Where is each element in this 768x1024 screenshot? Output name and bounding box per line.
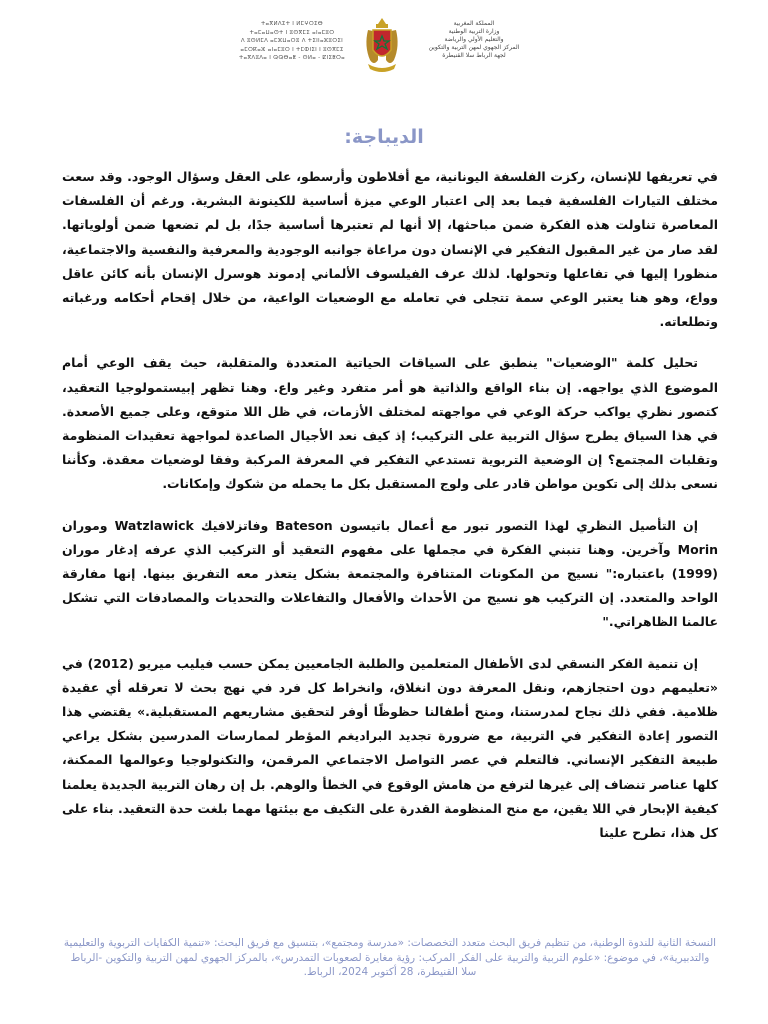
paragraph: في تعريفها للإنسان، ركزت الفلسفة اليونانية، مع أفلاطون وأرسطو، على العقل وسؤال الوجود. وقد سعت مختلف التيارات الفلسفية فيما بعد إلى اعتبار الوعي ميزة أساسية للكينونة البشرية. ورغم أن الفلسفات المعاصرة تناولت هذه الفكرة ضمن مباحثها، إلا أنها لم تعتبرها أساسية جدًا، بل لم تضعها ضمن أولوياتها. لقد صار من غير المقبول التفكير في الإنسان دون مراعاة جوانبه الوجودية والمعرفية والنفسية والاجتماعية، منظورا إليها في تفاعلها وتحولها. لذلك عرف الفيلسوف الألماني إدموند هوسرل الإنسان بأنه كائن عاقل وواع، وهو هنا يعتبر الوعي سمة تتجلى في تعامله مع الوضعيات الواعية، من خلال إقحام أحكامه ورغباته وتطلعاته.	[62, 169, 718, 330]
letterhead-arabic-line: المملكة المغربية	[453, 20, 495, 27]
page-footer: النسخة الثانية للندوة الوطنية، من تنظيم فريق البحث متعدد التخصصات: «مدرسة ومجتمع»، بتنسيق مع فريق البحث: «تنمية الكفايات التربوية والتعليمية والتدبيرية»، في موضوع: «علوم التربية والتربية على الفكر المركب: رؤية مغايرة لصعوبات التمدرس»، بالمركز الجهوي لمهن التربية والتكوين -الرباط سلا القنيطرة، 28 أكتوبر 2024، الرباط.	[63, 937, 717, 978]
letterhead-tifinagh-line: ⴰⵎⵔⴽⴰⵣ ⴰⵏⴰⵎⵓⵔ ⵏ ⵜⵎⵀⵏⵉⵏ ⵏ ⵓⵙⴳⵎⵉ	[240, 46, 344, 53]
letterhead-arabic-line: وزارة التربية الوطنية	[448, 28, 500, 35]
letterhead-tifinagh-line: ⵜⴰⴳⵍⴷⵉⵜ ⵏ ⵍⵎⵖⵔⵉⴱ	[261, 21, 323, 27]
letterhead-arabic	[418, 20, 530, 60]
letterhead	[230, 16, 530, 88]
paragraph: إن تنمية الفكر النسقي لدى الأطفال المتعلمين والطلبة الجامعيين يمكن حسب فيليب ميريو (2012) في «تعليمهم دون احتجازهم، ونقل المعرفة دون انغلاق، وانخراط كل فرد في نهج بحث لا تعرقله أي عقيدة ظلامية. ففي ذلك نجاح لمدرستنا، ومنح أطفالنا حظوظًا أوفر لتحقيق مشاريعهم المستقبلية.» يقتضي هذا التصور إعادة التفكير في التربية، مع ضرورة تجديد البراديغم المؤطر لممارسات المدرسين بشكل يراعي طبيعة التفكير الإنساني. فالتعلم في عصر التواصل الاجتماعي المرقمن، والتكنولوجيا وعوالمها الممكنة، كلها عناصر تنضاف إلى غيرها لترفع من هامش الوقوع في الخطأ والوهم. بل إن رهان التربية الجديدة يعلمنا كيفية الإبحار في اللا يقين، مع منح المنظومة القدرة على التكيف مع بيئتها مهما بلغت حدة التعقيد. بناء على كل هذا، تطرح علينا	[62, 655, 718, 841]
letterhead-tifinagh-line: ⴷ ⵓⵙⵍⵎⴷ ⴰⵎⵣⵡⴰⵔⵓ ⴷ ⵜⵉⵏⵏⴰⵣⵓⵔⵉⵏ	[240, 38, 344, 44]
document-body	[62, 165, 718, 862]
letterhead-tifinagh	[230, 20, 354, 63]
paragraph: إن التأصيل النظري لهذا التصور تبور مع أعمال باتيسون Bateson وفاتزلافيك Watzlawick وموران Morin وآخرين. وهنا تنبني الفكرة في مجملها على مفهوم التعقيد أو التركيب الذي عرفه إدغار موران (1999) باعتباره:" نسيج من المكونات المتنافرة والمجتمعة بشكل يتعذر معه التفريق بينها. إنها مفارقة الواحد والمتعدد. إن التركيب هو نسيج من الأحداث والأفعال والتفاعلات والتحديات والمصادفات التي تشكل عالمنا الظاهراتي."	[62, 517, 718, 630]
letterhead-tifinagh-line: ⵜⴰⴳⴷⵓⴷⴰ ⵏ ⵕⵕⴱⴰⵟ - ⵙⵍⴰ - ⵇⵏⵉⵟⵔⴰ	[238, 55, 346, 61]
section-title: الديباجة:	[344, 126, 424, 148]
letterhead-arabic-line: المركز الجهوي لمهن التربية والتكوين	[428, 44, 520, 51]
moroccan-coat-of-arms-icon	[360, 16, 404, 76]
paragraph: تحليل كلمة "الوضعيات" ينطبق على السياقات الحياتية المتعددة والمتقلبة، حيث يقف الوعي أمام الموضوع الذي يواجهه. إن بناء الواقع والذاتية هو أمر متفرد وغير واع. وهنا تظهر إبيستمولوجيا التعقيد، كتصور نظري يواكب حركة الوعي في مواجهته لمختلف الأزمات، في ظل اللا متوقع، وعلى جميع الأصعدة. في هذا السياق يطرح سؤال التربية على التركيب؛ إذ كيف نعد الأجيال الصاعدة لمواجهة تعقيدات المنظومة وتقلبات المجتمع؟ إن الوضعية التربوية تستدعي التفكير في المعرفة المركبة وفقا لوضعيات معقدة. وكأننا نسعى بذلك إلى تكوين مواطن قادر على ولوج المستقبل بكل ما يحمله من شكوك وإمكانات.	[62, 355, 718, 492]
letterhead-arabic-line: والتعليم الأولي والرياضة	[444, 36, 504, 43]
letterhead-tifinagh-line: ⵜⴰⵎⴰⵡⴰⵙⵜ ⵏ ⵓⵙⴳⵎⵉ ⴰⵏⴰⵎⵓⵔ	[249, 29, 335, 36]
letterhead-arabic-line: لجهة الرباط سلا القنيطرة	[442, 52, 506, 59]
